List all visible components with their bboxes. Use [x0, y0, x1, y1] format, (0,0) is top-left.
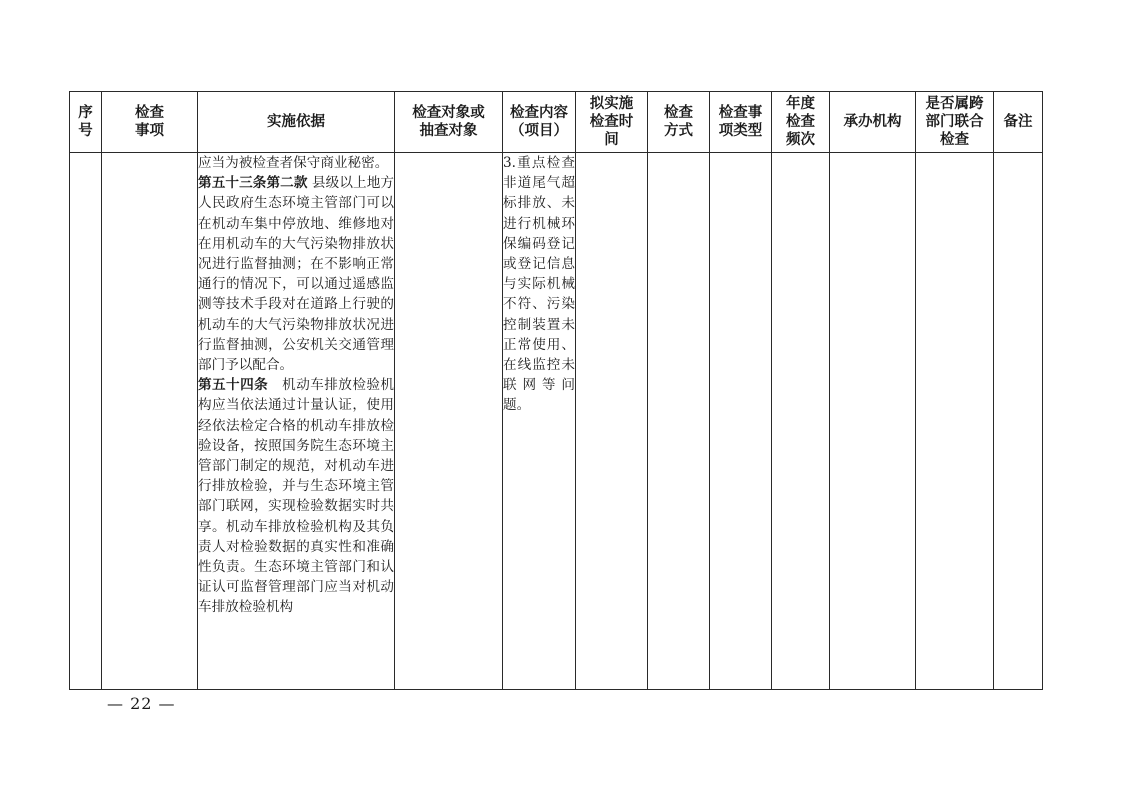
article-heading: 第五十三条第二款 [198, 175, 308, 192]
cell-responsible-agency [830, 153, 916, 690]
cell-item-type [710, 153, 772, 690]
header-joint-inspection: 是否属跨 部门联合 检查 [916, 92, 994, 153]
basis-paragraph [198, 375, 394, 617]
header-serial-number: 序 号 [70, 92, 102, 153]
header-inspection-target: 检查对象或 抽查对象 [395, 92, 503, 153]
cell-serial-number [70, 153, 102, 690]
header-annual-frequency: 年度 检查 频次 [772, 92, 830, 153]
cell-inspection-content: 3.重点检查非道尾气超标排放、未进行机械环保编码登记或登记信息与实际机械不符、污染控制装置未正常使用、在线监控未联网等问题。 [503, 153, 576, 690]
header-inspection-method: 检查 方式 [648, 92, 710, 153]
header-planned-time: 拟实施 检查时 间 [576, 92, 648, 153]
cell-inspection-method [648, 153, 710, 690]
header-inspection-content: 检查内容 （项目） [503, 92, 576, 153]
article-text: 机动车排放检验机构应当依法通过计量认证，使用经依法检定合格的机动车排放检验设备，按照国务院生态环境主管部门制定的规范，对机动车进行排放检验，并与生态环境主管部门联网，实现检验数据实时共享。机动车排放检验机构及其负责人对检验数据的真实性和准确性负责。生态环境主管部门和认证认可监督管理部门应当对机动车排放检验机构 [198, 377, 394, 616]
cell-annual-frequency [772, 153, 830, 690]
cell-planned-time [576, 153, 648, 690]
article-heading: 第五十四条 [198, 377, 269, 394]
header-inspection-item: 检查 事项 [102, 92, 198, 153]
header-remarks: 备注 [994, 92, 1043, 153]
inspection-table [69, 91, 1043, 690]
cell-remarks [994, 153, 1043, 690]
cell-joint-inspection [916, 153, 994, 690]
header-responsible-agency: 承办机构 [830, 92, 916, 153]
page-number: — 22 — [107, 694, 176, 713]
table-row [70, 153, 1043, 690]
header-item-type: 检查事 项类型 [710, 92, 772, 153]
cell-inspection-item [102, 153, 198, 690]
header-row [70, 92, 1043, 153]
header-legal-basis: 实施依据 [198, 92, 395, 153]
basis-paragraph: 应当为被检查者保守商业秘密。 [198, 155, 389, 171]
article-text: 县级以上地方人民政府生态环境主管部门可以在机动车集中停放地、维修地对在用机动车的大气污染物排放状况进行监督抽测；在不影响正常通行的情况下，可以通过遥感监测等技术手段对在道路上行驶的机动车的大气污染物排放状况进行监督抽测，公安机关交通管理部门予以配合。 [198, 175, 394, 374]
cell-inspection-target [395, 153, 503, 690]
basis-paragraph [198, 173, 394, 375]
cell-legal-basis [198, 153, 395, 690]
